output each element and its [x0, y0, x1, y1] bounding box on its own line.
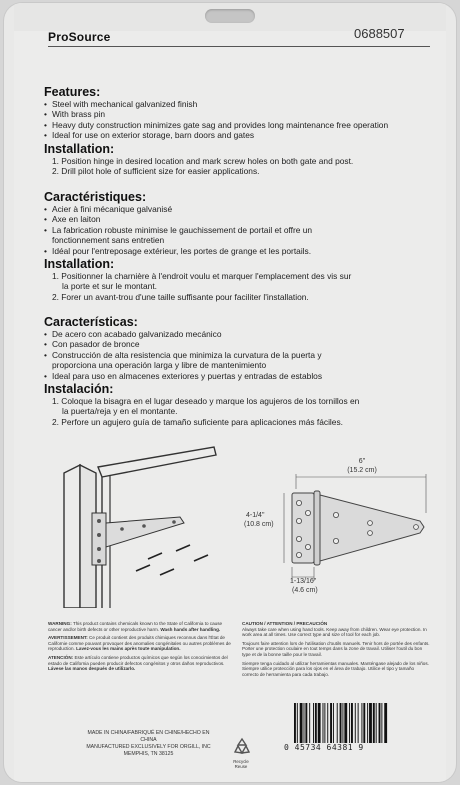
caution-title: CAUTION / ATTENTION / PRECAUCIÓN	[242, 621, 328, 626]
barcode-bar	[361, 703, 362, 743]
hinge-leaf-plate	[292, 493, 314, 563]
list-item: • De acero con acabado galvanizado mecánico	[44, 329, 434, 339]
list-item: 1. Position hinge in desired location and mark screw holes on both gate and post.	[52, 155, 354, 166]
barcode-bar	[340, 703, 342, 743]
product-card	[4, 3, 456, 782]
barcode-bar	[333, 703, 334, 743]
list-item: • Steel with mechanical galvanized finish	[44, 99, 434, 109]
list-item: 2. Forer un avant-trou d'une taille suffisante pour faciliter l'installation.	[52, 291, 309, 302]
leaf-inches: 1-13/16"	[290, 578, 317, 585]
warning-en: WARNING: This product contains chemicals known to the State of California to cause cancer and/or birth defects or other reproductive harm. Wash hands after handling.	[48, 621, 223, 632]
barcode-bar	[324, 703, 325, 743]
barcode-bar	[367, 703, 368, 743]
barcode-bar	[297, 703, 298, 743]
barcode-bar	[376, 703, 377, 743]
barcode-bar	[337, 703, 338, 743]
barcode-bar	[315, 703, 317, 743]
barcode-bar	[379, 703, 381, 743]
barcode-bar	[342, 703, 343, 743]
list-item: • Ideal para uso en almacenes exteriores y puertas y entradas de establos	[44, 371, 434, 381]
barcode-bar	[373, 703, 375, 743]
barcode-bar	[344, 703, 347, 743]
barcode-bar	[381, 703, 382, 743]
hinge-strap-plate	[320, 495, 424, 561]
recycle-icon	[231, 736, 253, 758]
barcode-digits: 0 45734 64381 9	[284, 743, 364, 752]
hinge-knuckle	[314, 491, 320, 565]
list-item: • With brass pin	[44, 109, 434, 119]
list-item: fonctionnement sans entretien	[52, 235, 165, 246]
leaf-cm: (4.6 cm)	[292, 587, 318, 594]
recycle-label: Recycle Reuse	[233, 759, 249, 769]
install-list-es	[44, 396, 434, 427]
features-heading-es: Características:	[44, 315, 138, 329]
warning-fr: AVERTISSEMENT: Ce produit contient des produits chimiques reconnus dans l'État de Californie comme pouvant provoquer des anomalies congénitales ou autres problèmes de reproduction. Lavez-vous les mains après toute manipulation.	[48, 635, 231, 652]
width-inches: 6"	[358, 458, 366, 465]
install-heading-fr: Installation:	[44, 257, 115, 272]
height-cm: (10.8 cm)	[244, 521, 274, 528]
caution-block	[242, 621, 430, 677]
list-item: • Con pasador de bronce	[44, 339, 434, 349]
brand-logo: ProSource	[48, 30, 111, 44]
barcode-bar	[363, 703, 365, 743]
barcode-bar	[323, 703, 324, 743]
barcode-bar	[309, 703, 310, 743]
barcode-bar	[327, 703, 328, 743]
header-divider	[48, 46, 430, 47]
warning-block	[48, 621, 234, 672]
list-item: • La fabrication robuste minimise le gauchissement de portail et offre un	[44, 225, 434, 235]
features-heading-fr: Caractéristiques:	[44, 190, 147, 204]
screw-hole	[120, 527, 124, 531]
barcode-bar	[330, 703, 332, 743]
width-cm: (15.2 cm)	[347, 467, 377, 474]
list-item: la porte et sur le montant.	[62, 281, 157, 292]
list-item: • Axe en laiton	[44, 214, 434, 224]
list-item: la puerta/reja y en el montante.	[62, 406, 178, 417]
list-item: • Acier à fini mécanique galvanisé	[44, 204, 434, 214]
screw-hole	[97, 519, 101, 523]
hang-hole	[205, 9, 255, 23]
list-item: • Idéal pour l'entreposage extérieur, les portes de grange et les portails.	[44, 246, 434, 256]
list-item: 1. Positionner la charnière à l'endroit voulu et marquer l'emplacement des vis sur	[52, 271, 352, 282]
installation-illustration	[44, 443, 244, 608]
features-list-en	[44, 99, 434, 141]
features-list-fr	[44, 204, 434, 256]
caution-en: Always take care when using hand tools. Keep away from children. Wear eye protection. In work area at all times. Use correct type and size of tool for each job.	[242, 626, 427, 638]
caution-fr: Toujours faire attention lors de l'utilisation d'outils manuels. Tenir hors de portée des enfants. Porter une protection oculaire en tout temps dans la zone de travail. Utiliser l'outil du bon type et de la bonne taille pour le travail.	[242, 640, 430, 657]
made-line: MEMPHIS, TN 38125	[123, 751, 174, 757]
made-line: MADE IN CHINA/FABRIQUÉ EN CHINE/HECHO EN CHINA	[87, 730, 210, 743]
barcode	[290, 703, 430, 745]
caution-es: Siempre tenga cuidado al utilizar herramientas manuales. Manténgase alejado de los niños. Siempre utilice protección para los ojos en el área de trabajo. Utilice el tipo y tamaño correcto de herramienta para cada trabajo.	[242, 660, 429, 677]
screw-hole	[97, 547, 101, 551]
english-section	[44, 85, 434, 176]
warning-es: ATENCIÓN: Este artículo contiene productos químicos que según los conocimientos del estado de California pueden producir defectos congénitos y otros daños reproductivos. Lávese las manos después de utilizarlo.	[48, 654, 228, 672]
barcode-bar	[349, 703, 350, 743]
barcode-bar	[355, 703, 356, 743]
screw-hole	[97, 559, 101, 563]
barcode-bar	[294, 703, 296, 743]
spanish-section	[44, 315, 434, 427]
barcode-bar	[304, 703, 305, 743]
install-heading-es: Instalación:	[44, 382, 114, 397]
made-in-block	[86, 730, 211, 758]
barcode-bar	[358, 703, 359, 743]
list-item: • Construcción de alta resistencia que minimiza la curvatura de la puerta y	[44, 350, 434, 360]
dimension-diagram	[244, 453, 444, 603]
post-side	[64, 465, 80, 608]
screw-hole	[172, 520, 176, 524]
sku-number: 0688507	[354, 26, 405, 41]
features-heading-en: Features:	[44, 85, 101, 99]
install-heading-en: Installation:	[44, 141, 115, 156]
screws	[136, 545, 208, 575]
list-item: 2. Perfore un agujero guía de tamaño suficiente para aplicaciones más fáciles.	[52, 416, 343, 427]
gate-top-rail	[98, 447, 216, 477]
height-inches: 4-1/4"	[246, 512, 265, 519]
made-line: MANUFACTURED EXCLUSIVELY FOR ORGILL, INC	[86, 744, 211, 750]
barcode-bar	[305, 703, 307, 743]
list-item: • Ideal for use on exterior storage, barn doors and gates	[44, 130, 434, 140]
list-item: 1. Coloque la bisagra en el lugar deseado y marque los agujeros de los tornillos en	[52, 396, 360, 407]
barcode-bar	[369, 703, 372, 743]
screw-hole	[97, 533, 101, 537]
list-item: • Heavy duty construction minimizes gate sag and provides long maintenance free operation	[44, 120, 434, 130]
screw-hole	[142, 524, 146, 528]
french-section	[44, 190, 434, 302]
list-item: 2. Drill pilot hole of sufficient size for easier applications.	[52, 166, 260, 177]
barcode-bar	[384, 703, 387, 743]
barcode-bar	[300, 703, 303, 743]
barcode-bar	[313, 703, 314, 743]
barcode-bar	[318, 703, 321, 743]
install-list-fr	[44, 271, 434, 302]
list-item: proporciona una operación larga y libre de mantenimiento	[52, 360, 267, 371]
barcode-bar	[351, 703, 353, 743]
install-list-en	[44, 156, 434, 177]
features-list-es	[44, 329, 434, 381]
